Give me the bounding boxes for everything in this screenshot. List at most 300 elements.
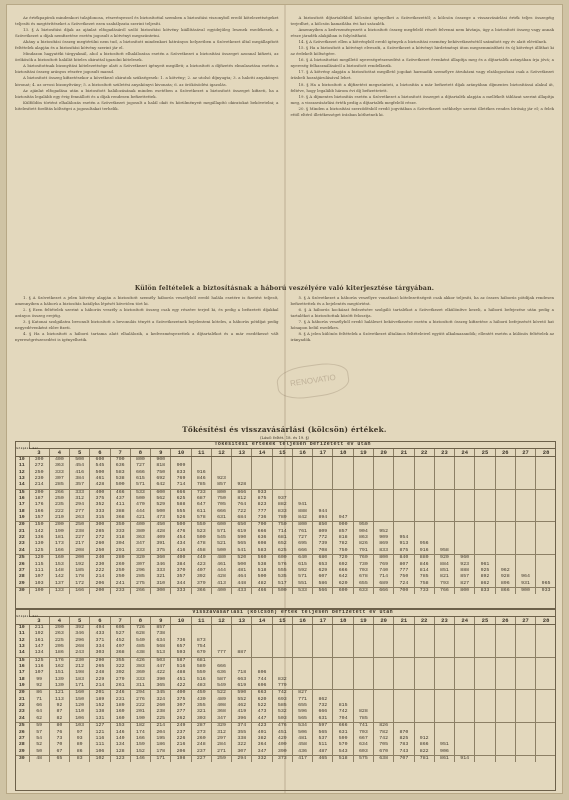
value-cell: 956 <box>414 541 434 547</box>
value-cell: 153 <box>49 562 69 568</box>
value-cell: 176 <box>29 502 49 508</box>
value-cell: 400 <box>130 522 150 529</box>
value-cell: 476 <box>272 723 292 730</box>
value-cell: 99 <box>29 677 49 683</box>
value-cell <box>374 482 394 489</box>
value-cell: 346 <box>70 631 90 637</box>
age-cell: 28 <box>18 574 25 580</box>
age-cell: 26 <box>18 729 25 735</box>
value-cell: 363 <box>49 463 69 469</box>
value-cell <box>536 755 556 762</box>
value-cell: 303 <box>90 650 110 657</box>
value-cell: 900 <box>151 457 171 464</box>
value-cell: 488 <box>171 670 191 676</box>
value-cell: 426 <box>130 657 150 664</box>
value-cell: 634 <box>151 638 171 644</box>
year-header: 23 <box>434 617 454 625</box>
value-cell: 487 <box>313 749 333 756</box>
age-cell: 11 <box>18 463 25 469</box>
value-cell: 875 <box>252 496 272 502</box>
value-cell: 566 <box>313 587 333 594</box>
value-cell: 166 <box>130 736 150 742</box>
value-cell: 310 <box>151 581 171 588</box>
value-cell: 887 <box>232 650 252 657</box>
value-cell: 140 <box>110 736 130 742</box>
value-cell: 250 <box>90 548 110 555</box>
value-cell: 954 <box>394 535 414 541</box>
value-cell: 233 <box>110 587 130 594</box>
value-cell <box>536 683 556 690</box>
value-cell: 248 <box>90 670 110 676</box>
value-cell: 64 <box>29 709 49 715</box>
value-cell: 754 <box>191 644 211 650</box>
value-cell <box>495 755 515 762</box>
value-cell: 374 <box>232 723 252 730</box>
value-cell: 777 <box>394 568 414 574</box>
value-cell: 166 <box>29 509 49 515</box>
value-cell: 565 <box>232 541 252 547</box>
value-cell: 931 <box>515 581 535 588</box>
value-cell: 294 <box>232 755 252 762</box>
value-cell: 534 <box>292 723 312 730</box>
value-cell <box>374 716 394 723</box>
value-cell: 103 <box>29 581 49 588</box>
value-cell: 214 <box>90 574 110 580</box>
value-cell: 172 <box>70 581 90 588</box>
value-cell: 587 <box>171 657 191 664</box>
value-cell: 161 <box>29 638 49 644</box>
year-header: 17 <box>313 449 333 457</box>
value-cell: 447 <box>252 716 272 723</box>
table-row <box>15 515 556 522</box>
value-cell: 428 <box>211 574 231 580</box>
value-cell: 396 <box>232 716 252 723</box>
value-cell: 785 <box>353 716 373 723</box>
value-cell: 250 <box>49 496 69 502</box>
value-cell: 678 <box>353 574 373 580</box>
value-cell: 300 <box>90 522 110 529</box>
value-cell: 182 <box>130 723 150 730</box>
value-cell: 65 <box>49 755 69 762</box>
age-cell: 20 <box>15 522 29 529</box>
table-row <box>15 482 556 489</box>
value-cell: 482 <box>252 581 272 588</box>
paragraph: 15. § Ha a biztosított a kötvényt elveszíti, a Szövetkezet a kötvényt hirdetményi úton megsemmisítheti és új kötvényt állíthat ki az érdekelt költségére. <box>290 45 554 57</box>
age-cell: 23 <box>18 541 25 547</box>
value-cell: 166 <box>70 587 90 594</box>
value-cell: 107 <box>29 574 49 580</box>
value-cell: 148 <box>49 568 69 574</box>
value-cell: 200 <box>29 489 49 496</box>
value-cell: 840 <box>394 555 414 562</box>
year-header: 10 <box>171 617 191 625</box>
table-row <box>15 650 556 657</box>
value-cell: 433 <box>90 631 110 637</box>
value-cell: 769 <box>171 476 191 482</box>
value-cell: 500 <box>151 509 171 515</box>
value-cell: 272 <box>90 535 110 541</box>
year-header: 17 <box>313 617 333 625</box>
year-header: 13 <box>232 449 252 457</box>
value-cell: 894 <box>313 515 333 522</box>
value-cell: 742 <box>333 709 353 715</box>
value-cell: 448 <box>232 581 252 588</box>
age-cell: 10 <box>18 625 25 630</box>
value-cell: 423 <box>252 723 272 730</box>
value-cell: 543 <box>333 749 353 756</box>
value-cell: 166 <box>49 548 69 555</box>
value-cell: 592 <box>292 568 312 574</box>
value-cell: 366 <box>191 587 211 594</box>
value-cell: 87 <box>49 709 69 715</box>
age-cell: 24 <box>18 715 25 721</box>
value-cell: 303 <box>191 716 211 723</box>
value-cell: 171 <box>151 755 171 762</box>
value-cell: 238 <box>70 529 90 535</box>
value-cell: 152 <box>130 749 150 756</box>
value-cell: 827 <box>455 581 475 588</box>
value-cell <box>515 755 535 762</box>
value-cell: 408 <box>211 703 231 709</box>
value-cell: 70 <box>49 742 69 748</box>
value-cell: 596 <box>292 709 312 715</box>
value-cell: 458 <box>292 742 312 748</box>
value-cell <box>313 625 333 632</box>
value-cell: 833 <box>171 470 191 476</box>
value-cell <box>414 515 434 522</box>
value-cell: 866 <box>414 742 434 748</box>
paragraph: 17. § A kötvény alapján a biztosítottat megillető jogokat harmadik személyre átruházni vagy elzálogosítani csak a Szövetkezet írásbeli hozzájárulásával lehet. <box>290 69 554 81</box>
value-cell: 605 <box>110 625 130 632</box>
value-cell: 777 <box>211 650 231 657</box>
year-header: 12 <box>211 617 231 625</box>
value-cell: 633 <box>353 587 373 594</box>
value-cell: 384 <box>70 476 90 482</box>
age-cell: 14 <box>18 482 25 488</box>
value-cell <box>515 723 535 730</box>
value-cell: 625 <box>171 496 191 502</box>
value-cell: 103 <box>70 723 90 730</box>
value-cell: 269 <box>110 562 130 568</box>
value-cell: 965 <box>536 581 556 588</box>
value-cell: 250 <box>70 522 90 529</box>
value-cell: 473 <box>151 515 171 522</box>
value-cell <box>536 555 556 562</box>
value-cell: 392 <box>191 574 211 580</box>
age-cell: 16 <box>18 664 25 670</box>
value-cell: 190 <box>130 716 150 723</box>
table-row <box>15 581 556 588</box>
value-cell: 500 <box>232 562 252 568</box>
value-cell <box>515 522 535 529</box>
value-cell: 416 <box>171 548 191 555</box>
value-cell <box>475 749 495 756</box>
value-cell: 261 <box>110 683 130 690</box>
value-cell: 159 <box>130 742 150 748</box>
value-cell: 700 <box>252 522 272 529</box>
value-cell: 416 <box>70 470 90 476</box>
value-cell: 333 <box>130 548 150 555</box>
table-title: Tőkésítési és visszavásárlási (kölcsön) értékek. <box>182 425 387 434</box>
value-cell: 882 <box>272 502 292 508</box>
value-cell <box>333 482 353 489</box>
age-cell: 13 <box>18 644 25 650</box>
year-header: 24 <box>455 449 475 457</box>
value-cell: 818 <box>333 535 353 541</box>
value-cell <box>515 650 535 657</box>
value-cell: 355 <box>110 657 130 664</box>
value-cell: 655 <box>353 581 373 588</box>
age-cell: 21 <box>18 696 25 702</box>
value-cell <box>475 625 495 632</box>
value-cell: 384 <box>171 562 191 568</box>
age-cell: 28 <box>18 742 25 748</box>
value-cell: 169 <box>110 709 130 715</box>
value-cell <box>353 625 373 632</box>
value-cell: 743 <box>394 749 414 756</box>
value-cell: 375 <box>90 496 110 502</box>
value-cell: 409 <box>151 535 171 541</box>
value-cell: 789 <box>272 515 292 522</box>
value-cell <box>495 657 515 664</box>
value-cell: 503 <box>151 657 171 664</box>
value-cell: 277 <box>171 709 191 715</box>
value-cell: 800 <box>455 587 475 594</box>
value-cell: 652 <box>272 541 292 547</box>
value-cell: 407 <box>191 568 211 574</box>
year-header: 7 <box>110 617 130 625</box>
value-cell: 707 <box>394 755 414 762</box>
value-cell <box>495 457 515 464</box>
value-cell: 540 <box>130 638 150 644</box>
value-cell: 506 <box>292 730 312 736</box>
value-cell <box>394 625 414 632</box>
value-cell: 260 <box>191 736 211 742</box>
value-cell: 333 <box>171 587 191 594</box>
value-cell <box>313 457 333 464</box>
value-cell: 110 <box>70 709 90 715</box>
value-cell: 578 <box>191 515 211 522</box>
value-cell: 157 <box>29 515 49 522</box>
value-cell: 388 <box>110 509 130 515</box>
value-cell: 587 <box>211 677 231 683</box>
value-cell: 444 <box>130 509 150 515</box>
age-cell: 21 <box>18 528 25 534</box>
value-cell: 608 <box>252 541 272 547</box>
value-cell: 86 <box>70 749 90 756</box>
value-cell <box>536 457 556 464</box>
value-cell: 201 <box>130 709 150 715</box>
value-cell: 304 <box>110 541 130 547</box>
value-cell: 318 <box>110 535 130 541</box>
age-cell: 19 <box>18 515 25 521</box>
value-cell: 297 <box>211 736 231 742</box>
value-cell: 583 <box>252 548 272 555</box>
value-cell: 324 <box>151 697 171 703</box>
value-cell: 200 <box>70 555 90 562</box>
value-cell <box>515 548 535 555</box>
paragraph: 4. § Ha a biztosított a háború tartama alatt elhalálozik, a kedvezményezettek a díjtartalékot és a már esedékessé vált nyereségrészesedést is igényelhetik. <box>15 331 279 343</box>
value-cell: 666 <box>171 489 191 496</box>
value-cell: 827 <box>292 690 312 697</box>
value-cell: 227 <box>191 755 211 762</box>
value-cell: 344 <box>171 581 191 588</box>
paragraph: Amennyiben a kedvezményezett a biztosított összeg megfelelő részét felvenni nem kívánja, úgy a biztosított összeg vagy annak része járadék alakjában is folyósítható. <box>290 27 554 39</box>
value-cell: 720 <box>333 555 353 562</box>
value-cell <box>455 716 475 723</box>
value-cell <box>475 548 495 555</box>
value-cell: 350 <box>110 522 130 529</box>
year-header: 25 <box>475 449 495 457</box>
value-cell: 653 <box>313 562 333 568</box>
value-cell: 961 <box>475 562 495 568</box>
value-cell: 347 <box>252 749 272 756</box>
value-cell <box>374 690 394 697</box>
value-cell: 733 <box>191 489 211 496</box>
value-cell: 783 <box>394 742 414 748</box>
value-cell: 739 <box>313 541 333 547</box>
value-cell <box>475 723 495 730</box>
value-cell <box>232 657 252 664</box>
age-cell: 30 <box>15 755 29 762</box>
paragraph: 7. § A háborús veszélyből eredő haláleset bekövetkezése esetén a biztosított összeg kifizetése a háború befejezését követő hat hónapon belül esedékes. <box>290 319 554 331</box>
value-cell: 538 <box>110 476 130 482</box>
value-cell: 828 <box>353 709 373 715</box>
value-cell: 807 <box>394 562 414 568</box>
value-cell: 958 <box>434 548 454 555</box>
value-cell: 866 <box>495 587 515 594</box>
year-header: 20 <box>374 449 394 457</box>
value-cell: 428 <box>151 529 171 535</box>
value-cell: 280 <box>110 555 130 562</box>
value-cell: 518 <box>333 755 353 762</box>
age-cell: 15 <box>15 657 29 664</box>
value-cell: 873 <box>191 638 211 644</box>
value-cell: 465 <box>313 755 333 762</box>
value-cell: 704 <box>333 716 353 723</box>
value-cell: 300 <box>29 457 49 464</box>
value-cell: 925 <box>475 568 495 574</box>
value-cell: 419 <box>232 709 252 715</box>
value-cell <box>515 683 535 690</box>
value-cell: 666 <box>252 529 272 535</box>
value-cell: 136 <box>29 535 49 541</box>
value-cell: 909 <box>374 535 394 541</box>
year-header: 24 <box>455 617 475 625</box>
value-cell: 111 <box>29 568 49 574</box>
value-cell: 294 <box>70 502 90 508</box>
value-cell: 380 <box>130 529 150 535</box>
value-cell: 271 <box>211 749 231 756</box>
year-header: 9 <box>151 617 171 625</box>
value-cell: 812 <box>232 496 252 502</box>
value-cell: 176 <box>49 657 69 664</box>
value-cell: 857 <box>333 529 353 535</box>
value-cell: 620 <box>333 581 353 588</box>
value-cell <box>394 515 414 522</box>
value-cell: 222 <box>130 703 150 709</box>
watermark-stamp: RENOVATIO <box>275 360 351 402</box>
value-cell: 62 <box>29 716 49 723</box>
value-cell: 52 <box>29 742 49 748</box>
value-cell: 679 <box>191 650 211 657</box>
value-cell: 322 <box>232 742 252 748</box>
year-header: 3 <box>29 449 49 457</box>
surrender-value-table <box>15 609 556 762</box>
value-cell <box>353 657 373 664</box>
value-cell: 527 <box>110 631 130 637</box>
paragraph: 19. § A díjmentes biztosítás esetén a Szövetkezet a biztosított összeget a díjtartalék alapján a mellékelt táblázat szerint állapítja meg, a visszavásárlási érték pedig a díjtartalék megfelelő része. <box>290 93 554 105</box>
table-subtitle: (Lásd: feltét. 18. és 19. §) <box>260 435 309 440</box>
value-cell: 153 <box>110 723 130 730</box>
value-cell: 192 <box>70 562 90 568</box>
value-cell: 692 <box>151 476 171 482</box>
value-cell: 260 <box>90 541 110 547</box>
value-cell: 736 <box>171 638 191 644</box>
paragraph: 2. § Ezen feltételek szerint a háborús veszély a biztosított összeg csak egy részére terjed ki, és pedig a befizetett díjakkal arányos összeg erejéig. <box>15 307 279 319</box>
age-cell: 14 <box>18 650 25 656</box>
value-cell: 187 <box>29 496 49 502</box>
age-cell: 18 <box>18 676 25 682</box>
value-cell: 433 <box>232 587 252 594</box>
value-cell: 680 <box>313 555 333 562</box>
value-cell <box>536 489 556 496</box>
year-header: 19 <box>353 617 373 625</box>
table-row <box>15 749 556 756</box>
value-cell: 888 <box>292 509 312 515</box>
year-header: 14 <box>252 617 272 625</box>
year-header: 5 <box>70 617 90 625</box>
value-cell <box>495 716 515 723</box>
value-cell: 863 <box>353 535 373 541</box>
value-cell: 777 <box>252 509 272 515</box>
paragraph: 1. § A Szövetkezet a jelen kötvény alapján a biztosított személy háborús veszélyből eredő halála esetére is fizetést teljesít, amennyiben a háború a biztosítás hatályba lépését követően tört ki. <box>15 295 279 307</box>
year-header: 10 <box>171 449 191 457</box>
value-cell: 214 <box>90 683 110 690</box>
value-cell <box>313 683 333 690</box>
value-cell: 857 <box>151 625 171 632</box>
value-cell: 185 <box>70 568 90 574</box>
value-cell: 59 <box>29 723 49 730</box>
value-cell <box>455 683 475 690</box>
value-cell: 291 <box>110 548 130 555</box>
year-header: 12 <box>211 449 231 457</box>
value-cell: 476 <box>171 529 191 535</box>
value-cell: 600 <box>211 522 231 529</box>
value-cell: 360 <box>151 555 171 562</box>
year-header: 4 <box>49 617 69 625</box>
value-cell: 896 <box>495 581 515 588</box>
value-cell: 315 <box>90 515 110 522</box>
table-row <box>15 690 556 697</box>
value-cell: 766 <box>434 587 454 594</box>
value-cell: 447 <box>151 664 171 670</box>
value-cell: 538 <box>252 562 272 568</box>
value-cell: 115 <box>29 562 49 568</box>
value-cell: 139 <box>49 677 69 683</box>
value-cell: 724 <box>394 581 414 588</box>
value-cell <box>374 515 394 522</box>
value-cell <box>292 650 312 657</box>
value-cell: 186 <box>49 650 69 657</box>
year-header: 6 <box>90 449 110 457</box>
value-cell: 217 <box>70 541 90 547</box>
age-cell: 10 <box>18 457 25 462</box>
value-cell: 365 <box>151 683 171 690</box>
year-header: 21 <box>394 449 414 457</box>
value-cell: 603 <box>353 749 373 756</box>
value-cell: 923 <box>455 562 475 568</box>
